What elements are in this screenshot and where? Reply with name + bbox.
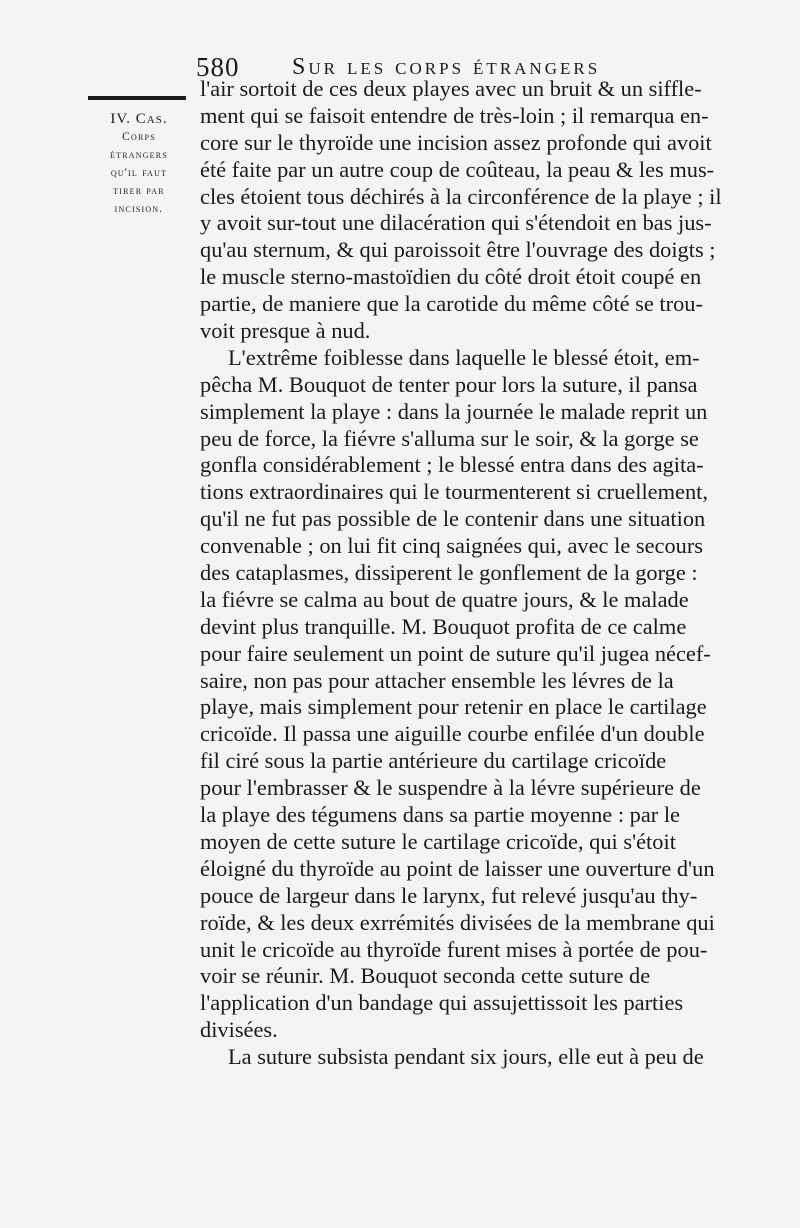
text-line: simplement la playe : dans la journée le malade reprit un [200, 398, 708, 424]
text-line: unit le cricoïde au thyroïde furent mises à portée de pou- [200, 936, 708, 962]
text-line: L'extrême foiblesse dans laquelle le blessé étoit, em- [228, 344, 700, 370]
text-line: core sur le thyroïde une incision assez profonde qui avoit [200, 129, 712, 155]
margin-note-line: IV. Cas. [110, 111, 168, 127]
text-line: saire, non pas pour attacher ensemble les lévres de la [200, 667, 674, 693]
text-line: le muscle sterno-mastoïdien du côté droit étoit coupé en [200, 264, 702, 290]
text-line: cles étoient tous déchirés à la circonférence de la playe ; il [200, 183, 722, 209]
text-line: playe, mais simplement pour retenir en place le cartilage [200, 694, 707, 720]
page-number: 580 [196, 52, 240, 82]
text-line: des cataplasmes, dissiperent le gonflement de la gorge : [200, 560, 698, 586]
text-line: voit presque à nud. [200, 318, 371, 344]
text-line: gonfla considérablement ; le blessé entra dans des agita- [200, 452, 704, 478]
margin-note-line: Corps [122, 131, 156, 143]
text-line: roïde, & les deux exrrémités divisées de la membrane qui [200, 909, 715, 935]
margin-note-line: incision. [114, 203, 164, 215]
text-line: peu de force, la fiévre s'alluma sur le soir, & la gorge se [200, 425, 699, 451]
margin-note-line: qu'il faut [110, 167, 168, 179]
text-line: y avoit sur-tout une dilacération qui s'étendoit en bas jus- [200, 210, 712, 236]
text-line: été faite par un autre coup de coûteau, la peau & les mus- [200, 156, 715, 182]
text-line: la fiévre se calma au bout de quatre jours, & le malade [200, 586, 689, 612]
text-line: pêcha M. Bouquot de tenter pour lors la suture, il pansa [200, 371, 698, 397]
text-line: qu'il ne fut pas possible de le contenir dans une situation [200, 506, 706, 532]
text-line: moyen de cette suture le cartilage cricoïde, qui s'étoit [200, 828, 676, 854]
text-line: tions extraordinaires qui le tourmenterent si cruellement, [200, 479, 708, 505]
text-line: ment qui se faisoit entendre de très-loin ; il remarqua en- [200, 102, 709, 128]
text-line: devint plus tranquille. M. Bouquot profita de ce calme [200, 613, 687, 639]
text-line: l'air sortoit de ces deux playes avec un bruit & un siffle- [200, 76, 702, 101]
text-line: divisées. [200, 1017, 278, 1043]
text-line: pour l'embrasser & le suspendre à la lévre supérieure de [200, 775, 701, 801]
text-line: cricoïde. Il passa une aiguille courbe enfilée d'un double [200, 721, 705, 747]
text-line: fil ciré sous la partie antérieure du cartilage cricoïde [200, 748, 667, 774]
body-text [200, 76, 770, 1071]
text-line: qu'au sternum, & qui paroissoit être l'ouvrage des doigts ; [200, 237, 716, 263]
text-line: partie, de maniere que la carotide du même côté se trou- [200, 291, 703, 317]
margin-note-line: étrangers [110, 149, 168, 161]
margin-note [84, 110, 194, 218]
margin-rule [88, 96, 186, 100]
text-line: La suture subsista pendant six jours, elle eut à peu de [228, 1044, 704, 1070]
text-line: éloigné du thyroïde au point de laisser une ouverture d'un [200, 855, 715, 881]
text-line: pour faire seulement un point de suture qu'il jugea nécef- [200, 640, 711, 666]
text-line: l'application d'un bandage qui assujettissoit les parties [200, 990, 684, 1016]
text-line: pouce de largeur dans le larynx, fut relevé jusqu'au thy- [200, 882, 698, 908]
text-line: la playe des tégumens dans sa partie moyenne : par le [200, 802, 680, 828]
running-title: Sur les corps étrangers [292, 54, 601, 80]
text-line: convenable ; on lui fit cinq saignées qui, avec le secours [200, 533, 704, 559]
text-line: voir se réunir. M. Bouquot seconda cette suture de [200, 963, 651, 989]
margin-note-line: tirer par [113, 185, 165, 197]
